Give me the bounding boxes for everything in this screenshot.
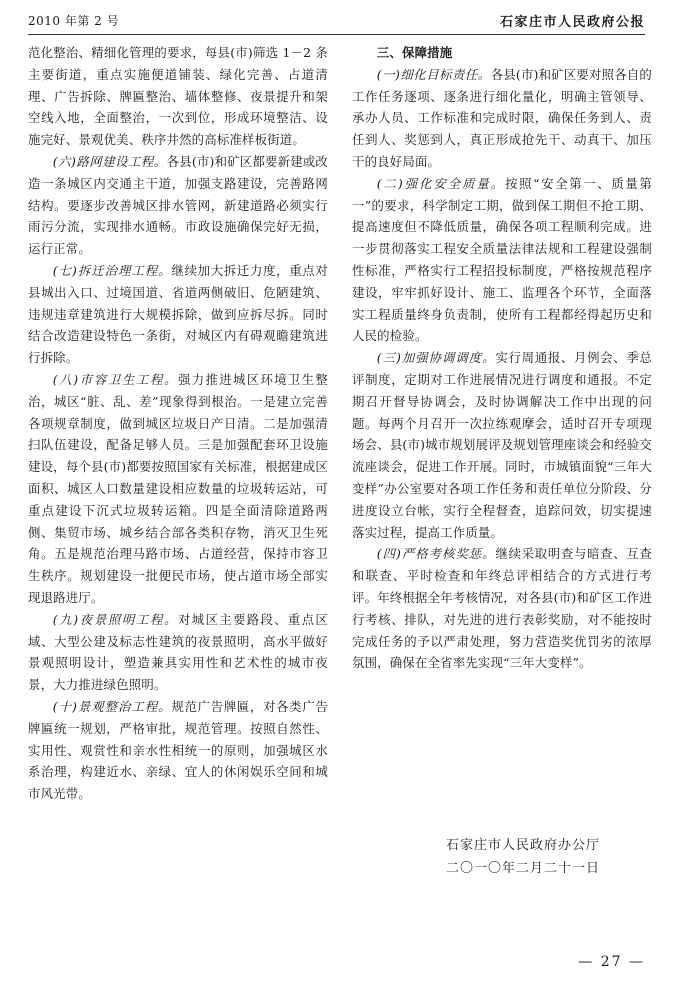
section-heading: 三、保障措施 [376, 45, 453, 60]
page-header [28, 8, 645, 35]
item-heading: (九)夜景照明工程。 [52, 611, 179, 627]
left-column [28, 42, 328, 805]
signature-org: 石家庄市人民政府办公厅 [446, 838, 601, 853]
item-heading: (三)加强协调调度。 [376, 350, 496, 366]
paragraph-l1: (六)路网建设工程。各县(市)和矿区都要新建或改造一条城区内交通主干道，加强支路建设，完善路网结构。要逐步改善城区排水管网，新建道路必须实行雨污分流，实现排水通畅。市政设施确保完好无损，运行正常。 [28, 153, 328, 257]
issue-label: 2010 年第 2 号 [28, 14, 120, 28]
paragraph-l5: (十)景观整治工程。规范广告牌匾，对各类广告牌匾统一规划，严格审批，规范管理。按照自然性、实用性、观赏性和亲水性相统一的原则，加强城区水系治理，构建近水、亲绿、宜人的休闲娱乐空间和城市风光带。 [28, 698, 329, 802]
publication-title: 石家庄市人民政府公报 [499, 15, 645, 30]
item-heading: (七)拆迁治理工程。 [52, 262, 172, 278]
item-heading: (八)市容卫生工程。 [52, 371, 179, 387]
paragraph-r1: (一)细化目标责任。各县(市)和矿区要对照各自的工作任务逐项、逐条进行细化量化，明确主管领导、承办人员、工作标准和完成时限，确保任务到人、责任到人、奖惩到人，真正形成抢先干、动真干、加压干的良好局面。 [352, 66, 652, 169]
item-heading: (四)严格考核奖惩。 [376, 546, 496, 562]
item-heading: (六)路网建设工程。 [52, 153, 167, 169]
item-heading: (十)景观整治工程。 [52, 698, 172, 714]
item-heading: (二)强化安全质量。 [376, 175, 506, 191]
page-number: — 27 — [578, 954, 645, 970]
paragraph-r2: (二)强化安全质量。按照“安全第一、质量第一”的要求，科学制定工期，做到保工期但不抢工期、提高速度但不降低质量，确保各项工程顺利完成。进一步贯彻落实工程安全质量法律法规和工程建设强制性标准，严格实行工程招投标制度，严格按规范程序建设，牢牢抓好设计、施工、监理各个环节，全面落实工程质量终身负责制，使所有工程都经得起历史和人民的检验。 [352, 175, 652, 344]
paragraph-r4: (四)严格考核奖惩。继续采取明查与暗查、互查和联查、平时检查和年终总评相结合的方式进行考评。年终根据全年考核情况，对各县(市)和矿区工作进行考核、排队，对先进的进行表彰奖励，对不能按时完成任务的予以严肃处理，努力营造奖优罚劣的浓厚氛围，确保在全省率先实现“三年大变样”。 [352, 546, 653, 671]
paragraph-r3: (三)加强协调调度。实行周通报、月例会、季总评制度，定期对工作进展情况进行调度和通报。不定期召开督导协调会，及时协调解决工作中出现的问题。每两个月召开一次拉练观摩会，适时召开专项现场会、县(市)城市规划展评及规划管理座谈会和经验交流座谈会，促进工作开展。同时，市城镇面貌“三年大变样”办公室要对各项工作任务和责任单位分阶段、分进度设立台帐，实行全程督查，追踪问效，切实提速落实过程，提高工作质量。 [352, 350, 653, 540]
signature-date: 二〇一〇年二月二十一日 [446, 861, 601, 876]
paragraph-l2: (七)拆迁治理工程。继续加大拆迁力度，重点对县城出入口、过境国道、省道两侧破旧、危陋建筑、违规违章建筑进行大规模拆除，做到应拆尽拆。同时结合改造建设特色一条街，对城区内有碍观瞻建筑进行拆除。 [28, 262, 329, 366]
paragraph-l3: (八)市容卫生工程。强力推进城区环境卫生整治，城区“脏、乱、差”现象得到根治。一是建立完善各项规章制度，做到城区垃圾日产日清。二是加强清扫队伍建设，配备足够人员。三是加强配套环卫设施建设，每个县(市)都要按照国家有关标准，根据建成区面积、城区人口数量建设相应数量的垃圾转运站，可重点建设下沉式垃圾转运箱。四是全面清除道路两侧、集贸市场、城乡结合部各类积存物，消灭卫生死角。五是规范治理马路市场、占道经营，保持市容卫生秩序。规划建设一批便民市场，使占道市场全部实现退路进厅。 [28, 371, 328, 605]
right-column [352, 42, 652, 674]
paragraph-l0: 范化整治、精细化管理的要求，每县(市)筛选 1－2 条主要街道，重点实施便道铺装、绿化完善、占道清理、广告拆除、牌匾整治、墙体整修、夜景提升和架空线入地，全面整治，一次到位，形成环境整洁、设施完好、景观优美、秩序井然的高标准样板街道。 [28, 45, 328, 148]
paragraph-l4: (九)夜景照明工程。对城区主要路段、重点区域、大型公建及标志性建筑的夜景照明，高水平做好景观照明设计，塑造兼具实用性和艺术性的城市夜景，大力推进绿色照明。 [28, 611, 328, 693]
item-heading: (一)细化目标责任。 [376, 66, 491, 82]
